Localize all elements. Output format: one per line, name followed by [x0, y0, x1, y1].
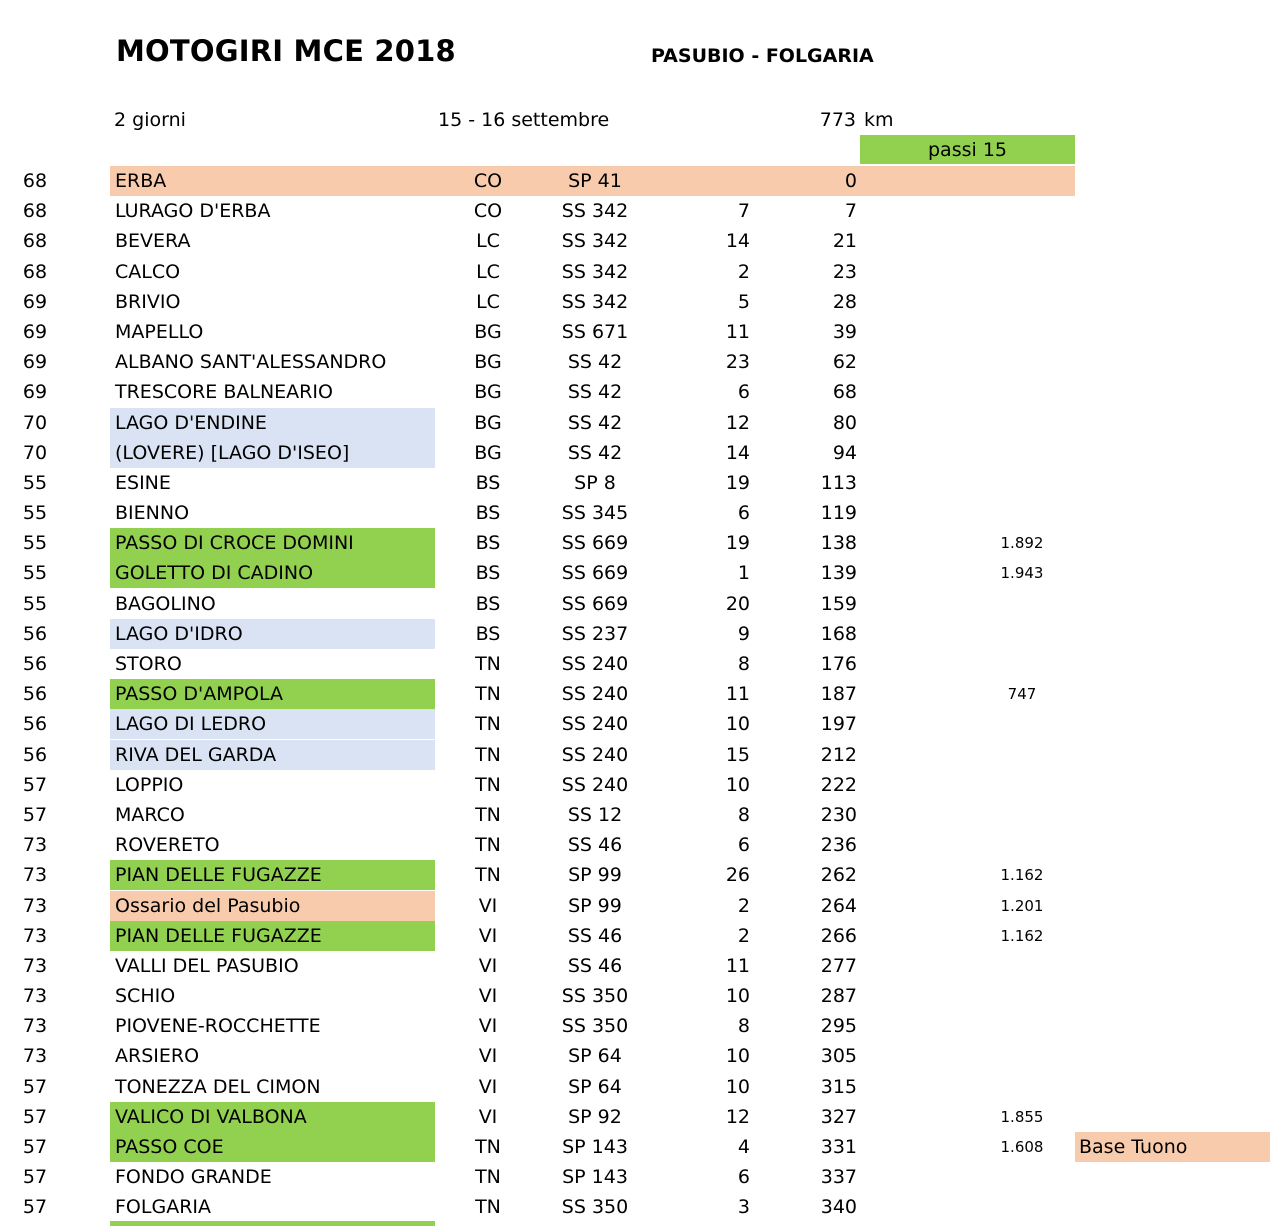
passes-count-badge: passi 15: [860, 135, 1075, 164]
map-sheet-number: 56: [22, 683, 48, 706]
note: [1075, 1041, 1270, 1071]
map-sheet-number: 73: [22, 1015, 48, 1038]
province: CO: [473, 200, 503, 223]
road-number: SS 46: [567, 834, 623, 857]
cumulative-distance: 94: [832, 441, 857, 464]
leg-distance: 11: [725, 954, 750, 977]
total-km-label: km: [864, 109, 894, 131]
leg-distance: 12: [725, 1105, 750, 1128]
road-number: SP 64: [568, 1075, 622, 1098]
leg-distance: 11: [725, 320, 750, 343]
road-number: SS 342: [561, 290, 629, 313]
note: [1075, 679, 1270, 709]
table-row: [0, 589, 1270, 619]
note: Base Tuono: [1075, 1132, 1270, 1162]
table-row: [0, 468, 1270, 498]
note: [1075, 951, 1270, 981]
place-name: LOPPIO: [115, 773, 184, 796]
place-name: FOLGARIA: [115, 1196, 211, 1219]
province: CO: [473, 170, 503, 192]
note: [1075, 196, 1270, 226]
map-sheet-number: 70: [22, 411, 48, 434]
table-row: [0, 377, 1270, 407]
table-row: [0, 1041, 1270, 1071]
province: VI: [478, 924, 498, 947]
cumulative-distance: 0: [844, 170, 857, 192]
table-row: [0, 558, 1270, 588]
map-sheet-number: 69: [22, 290, 48, 313]
road-number: SS 342: [561, 200, 629, 223]
province: VI: [478, 954, 498, 977]
road-number: SS 42: [567, 441, 623, 464]
map-sheet-number: 69: [22, 351, 48, 374]
cumulative-distance: 176: [820, 653, 857, 675]
table-row: [0, 619, 1270, 649]
leg-distance: 2: [737, 894, 750, 917]
note: [1075, 438, 1270, 468]
map-sheet-number: 68: [22, 200, 48, 223]
cumulative-distance: 212: [820, 743, 857, 766]
province: BG: [474, 411, 502, 434]
table-row: [0, 408, 1270, 438]
road-number: SS 240: [561, 713, 629, 736]
note: [1075, 740, 1270, 770]
road-number: SS 240: [561, 773, 629, 796]
map-sheet-number: 68: [22, 260, 48, 283]
cumulative-distance: 39: [832, 320, 857, 343]
map-sheet-number: 69: [22, 381, 48, 404]
leg-distance: 10: [725, 713, 750, 736]
leg-distance: 10: [725, 773, 750, 796]
map-sheet-number: 57: [22, 1196, 48, 1219]
map-sheet-number: 73: [22, 1045, 48, 1068]
place-name: PASSO D'AMPOLA: [110, 679, 435, 709]
cumulative-distance: 113: [820, 471, 857, 494]
note: [1075, 589, 1270, 619]
province: VI: [478, 1045, 498, 1068]
road-number: SS 350: [561, 1196, 629, 1219]
leg-distance: 11: [725, 683, 750, 706]
place-name: LAGO DI LEDRO: [110, 709, 435, 739]
note: [1075, 1011, 1270, 1041]
total-km-value: 773: [819, 109, 856, 131]
cumulative-distance: 295: [820, 1015, 857, 1038]
road-number: SS 671: [561, 320, 629, 343]
table-row: [0, 860, 1270, 890]
cumulative-distance: 264: [820, 894, 857, 917]
map-sheet-number: 73: [22, 954, 48, 977]
note: [1075, 891, 1270, 921]
cumulative-distance: 287: [820, 985, 857, 1008]
map-sheet-number: 68: [22, 170, 48, 192]
place-name: LURAGO D'ERBA: [115, 200, 271, 223]
place-name: GOLETTO DI CADINO: [110, 558, 435, 588]
table-row: [0, 1132, 1270, 1162]
province: VI: [478, 1105, 498, 1128]
map-sheet-number: 70: [22, 441, 48, 464]
road-number: SS 240: [561, 653, 629, 675]
cumulative-distance: 277: [820, 954, 857, 977]
road-number: SP 8: [574, 471, 616, 494]
note: [1075, 377, 1270, 407]
road-number: SP 99: [568, 864, 622, 887]
place-name: ERBA: [115, 170, 167, 192]
table-row: [0, 1162, 1270, 1192]
place-name: TRESCORE BALNEARIO: [115, 381, 333, 404]
place-name: ROVERETO: [115, 834, 220, 857]
cumulative-distance: 28: [832, 290, 857, 313]
altitude: 1.201: [1000, 896, 1044, 915]
province: VI: [478, 1075, 498, 1098]
leg-distance: 8: [737, 653, 750, 675]
note: [1075, 408, 1270, 438]
table-row: [0, 830, 1270, 860]
page-title: MOTOGIRI MCE 2018: [116, 34, 456, 68]
table-row: [0, 1102, 1270, 1132]
place-name: RIVA DEL GARDA: [110, 740, 435, 770]
road-number: SS 42: [567, 351, 623, 374]
cumulative-distance: 62: [832, 351, 857, 374]
map-sheet-number: 56: [22, 713, 48, 736]
table-row: [0, 257, 1270, 287]
cumulative-distance: 7: [844, 200, 857, 223]
table-row: [0, 800, 1270, 830]
note: [1075, 860, 1270, 890]
cumulative-distance: 262: [820, 864, 857, 887]
place-name: SCHIO: [115, 985, 176, 1008]
place-name: MARCO: [115, 803, 185, 826]
road-number: SS 42: [567, 381, 623, 404]
cumulative-distance: 236: [820, 834, 857, 857]
province: VI: [478, 894, 498, 917]
cumulative-distance: 138: [820, 532, 857, 555]
cumulative-distance: 187: [820, 683, 857, 706]
altitude: 1.608: [1000, 1138, 1044, 1156]
cumulative-distance: 315: [820, 1075, 857, 1098]
note: [1075, 1192, 1270, 1222]
note: [1075, 1162, 1270, 1192]
table-row: [0, 1011, 1270, 1041]
cumulative-distance: 327: [820, 1105, 857, 1128]
note: [1075, 649, 1270, 679]
road-number: SP 41: [568, 170, 622, 192]
province: BG: [474, 351, 502, 374]
road-number: SS 345: [561, 502, 629, 525]
road-number: SS 240: [561, 743, 629, 766]
note: [1075, 1102, 1270, 1132]
province: BS: [475, 592, 501, 615]
leg-distance: 14: [725, 441, 750, 464]
leg-distance: 1: [737, 562, 750, 585]
place-name: TONEZZA DEL CIMON: [115, 1075, 321, 1098]
road-number: SS 342: [561, 260, 629, 283]
note: [1075, 619, 1270, 649]
place-name: LAGO D'IDRO: [110, 619, 435, 649]
map-sheet-number: 55: [22, 592, 48, 615]
cumulative-distance: 23: [832, 260, 857, 283]
road-number: SP 92: [568, 1105, 622, 1128]
leg-distance: 5: [737, 290, 750, 313]
cumulative-distance: 168: [820, 622, 857, 645]
route-subtitle: PASUBIO - FOLGARIA: [651, 45, 874, 67]
table-row: [0, 921, 1270, 951]
table-row: [0, 891, 1270, 921]
place-name: BIENNO: [115, 502, 190, 525]
map-sheet-number: 56: [22, 743, 48, 766]
leg-distance: 8: [737, 803, 750, 826]
place-name: LAGO D'ENDINE: [110, 408, 435, 438]
map-sheet-number: 73: [22, 894, 48, 917]
leg-distance: 12: [725, 411, 750, 434]
place-name: PIOVENE-ROCCHETTE: [115, 1015, 321, 1038]
place-name: PASSO COE: [110, 1132, 435, 1162]
province: BS: [475, 471, 501, 494]
map-sheet-number: 73: [22, 834, 48, 857]
province: BS: [475, 502, 501, 525]
province: TN: [475, 803, 501, 826]
map-sheet-number: 56: [22, 622, 48, 645]
province: TN: [475, 653, 501, 675]
map-sheet-number: 55: [22, 502, 48, 525]
leg-distance: 7: [737, 200, 750, 223]
note: [1075, 498, 1270, 528]
road-number: SS 240: [561, 683, 629, 706]
note: [1075, 287, 1270, 317]
place-name: PIAN DELLE FUGAZZE: [110, 860, 435, 890]
leg-distance: 2: [737, 260, 750, 283]
table-row: [0, 770, 1270, 800]
note: [1075, 347, 1270, 377]
leg-distance: 6: [737, 834, 750, 857]
cumulative-distance: 159: [820, 592, 857, 615]
note: [1075, 1072, 1270, 1102]
leg-distance: 14: [725, 230, 750, 253]
road-number: SP 143: [562, 1166, 628, 1189]
leg-distance: 10: [725, 1045, 750, 1068]
place-name: CALCO: [115, 260, 181, 283]
province: BS: [475, 532, 501, 555]
road-number: SS 669: [561, 592, 629, 615]
place-name: BEVERA: [115, 230, 191, 253]
cumulative-distance: 68: [832, 381, 857, 404]
road-number: SP 64: [568, 1045, 622, 1068]
place-name: BAGOLINO: [115, 592, 216, 615]
altitude: 1.855: [1000, 1107, 1044, 1126]
leg-distance: 6: [737, 1166, 750, 1189]
province: BS: [475, 622, 501, 645]
leg-distance: 9: [737, 622, 750, 645]
map-sheet-number: 57: [22, 1136, 48, 1158]
province: TN: [475, 864, 501, 887]
table-row: [0, 1192, 1270, 1222]
map-sheet-number: 57: [22, 1075, 48, 1098]
province: TN: [475, 773, 501, 796]
table-row: [0, 196, 1270, 226]
road-number: SP 143: [562, 1136, 628, 1158]
road-number: SS 350: [561, 1015, 629, 1038]
cumulative-distance: 305: [820, 1045, 857, 1068]
place-name: PIAN DELLE FUGAZZE: [110, 921, 435, 951]
note: [1075, 800, 1270, 830]
place-name: ALBANO SANT'ALESSANDRO: [115, 351, 387, 374]
leg-distance: 20: [725, 592, 750, 615]
table-row: [0, 528, 1270, 558]
cumulative-distance: 337: [820, 1166, 857, 1189]
cumulative-distance: 197: [820, 713, 857, 736]
leg-distance: 2: [737, 924, 750, 947]
road-number: SS 350: [561, 985, 629, 1008]
map-sheet-number: 55: [22, 562, 48, 585]
trip-days: 2 giorni: [114, 109, 186, 131]
map-sheet-number: 73: [22, 864, 48, 887]
province: LC: [476, 230, 500, 253]
table-row: [0, 287, 1270, 317]
place-name: (LOVERE) [LAGO D'ISEO]: [110, 438, 435, 468]
place-name: VALLI DEL PASUBIO: [115, 954, 299, 977]
map-sheet-number: 57: [22, 1166, 48, 1189]
place-name: MAPELLO: [115, 320, 204, 343]
note: [1075, 558, 1270, 588]
table-row: [0, 951, 1270, 981]
leg-distance: 10: [725, 1075, 750, 1098]
province: TN: [475, 683, 501, 706]
province: BG: [474, 381, 502, 404]
cumulative-distance: 331: [820, 1136, 857, 1158]
note: [1075, 226, 1270, 256]
province: BS: [475, 562, 501, 585]
cumulative-distance: 80: [832, 411, 857, 434]
road-number: SS 42: [567, 411, 623, 434]
cumulative-distance: 340: [820, 1196, 857, 1219]
leg-distance: 6: [737, 502, 750, 525]
table-row: [0, 498, 1270, 528]
road-number: SS 342: [561, 230, 629, 253]
table-row: [0, 981, 1270, 1011]
note: [1075, 317, 1270, 347]
table-row: [0, 1072, 1270, 1102]
cumulative-distance: 139: [820, 562, 857, 585]
leg-distance: 3: [737, 1196, 750, 1219]
map-sheet-number: 55: [22, 471, 48, 494]
route-table: [0, 166, 1270, 1223]
place-name: VALICO DI VALBONA: [110, 1102, 435, 1132]
map-sheet-number: 57: [22, 1105, 48, 1128]
note: [1075, 921, 1270, 951]
note: [1075, 528, 1270, 558]
table-row: [0, 226, 1270, 256]
map-sheet-number: 73: [22, 924, 48, 947]
table-row: [0, 166, 1270, 196]
province: TN: [475, 1166, 501, 1189]
map-sheet-number: 55: [22, 532, 48, 555]
map-sheet-number: 57: [22, 773, 48, 796]
leg-distance: 10: [725, 985, 750, 1008]
leg-distance: 15: [725, 743, 750, 766]
road-number: SS 669: [561, 562, 629, 585]
leg-distance: 4: [737, 1136, 750, 1158]
note: [1075, 709, 1270, 739]
map-sheet-number: 69: [22, 320, 48, 343]
cumulative-distance: 119: [820, 502, 857, 525]
cumulative-distance: 21: [832, 230, 857, 253]
note: [1075, 468, 1270, 498]
province: LC: [476, 290, 500, 313]
road-number: SS 46: [567, 954, 623, 977]
table-row: [0, 438, 1270, 468]
road-number: SP 99: [568, 894, 622, 917]
province: VI: [478, 985, 498, 1008]
province: BG: [474, 441, 502, 464]
province: TN: [475, 713, 501, 736]
table-row: [0, 679, 1270, 709]
next-row-highlight-partial: [110, 1221, 435, 1226]
province: BG: [474, 320, 502, 343]
place-name: STORO: [115, 653, 182, 675]
table-row: [0, 347, 1270, 377]
province: VI: [478, 1015, 498, 1038]
road-number: SS 237: [561, 622, 629, 645]
province: TN: [475, 1136, 501, 1158]
leg-distance: 8: [737, 1015, 750, 1038]
road-number: SS 12: [567, 803, 623, 826]
place-name: Ossario del Pasubio: [110, 891, 435, 921]
altitude: 1.943: [1000, 564, 1044, 583]
leg-distance: 19: [725, 471, 750, 494]
road-number: SS 46: [567, 924, 623, 947]
leg-distance: 23: [725, 351, 750, 374]
map-sheet-number: 57: [22, 803, 48, 826]
map-sheet-number: 68: [22, 230, 48, 253]
place-name: ESINE: [115, 471, 171, 494]
table-row: [0, 317, 1270, 347]
note: [1075, 257, 1270, 287]
table-row: [0, 740, 1270, 770]
map-sheet-number: 73: [22, 985, 48, 1008]
leg-distance: 19: [725, 532, 750, 555]
altitude: 1.162: [1000, 866, 1044, 885]
province: LC: [476, 260, 500, 283]
cumulative-distance: 230: [820, 803, 857, 826]
province: TN: [475, 834, 501, 857]
note: [1075, 770, 1270, 800]
table-row: [0, 649, 1270, 679]
altitude: 1.162: [1000, 926, 1044, 945]
note: [1075, 830, 1270, 860]
note: [1075, 166, 1270, 196]
note: [1075, 981, 1270, 1011]
place-name: PASSO DI CROCE DOMINI: [110, 528, 435, 558]
altitude: 1.892: [1000, 534, 1044, 553]
province: TN: [475, 1196, 501, 1219]
road-number: SS 669: [561, 532, 629, 555]
cumulative-distance: 266: [820, 924, 857, 947]
table-row: [0, 709, 1270, 739]
map-sheet-number: 56: [22, 653, 48, 675]
altitude: 747: [1007, 685, 1037, 704]
cumulative-distance: 222: [820, 773, 857, 796]
place-name: ARSIERO: [115, 1045, 200, 1068]
leg-distance: 26: [725, 864, 750, 887]
province: TN: [475, 743, 501, 766]
place-name: BRIVIO: [115, 290, 181, 313]
leg-distance: 6: [737, 381, 750, 404]
place-name: FONDO GRANDE: [115, 1166, 272, 1189]
trip-dates: 15 - 16 settembre: [438, 109, 610, 131]
